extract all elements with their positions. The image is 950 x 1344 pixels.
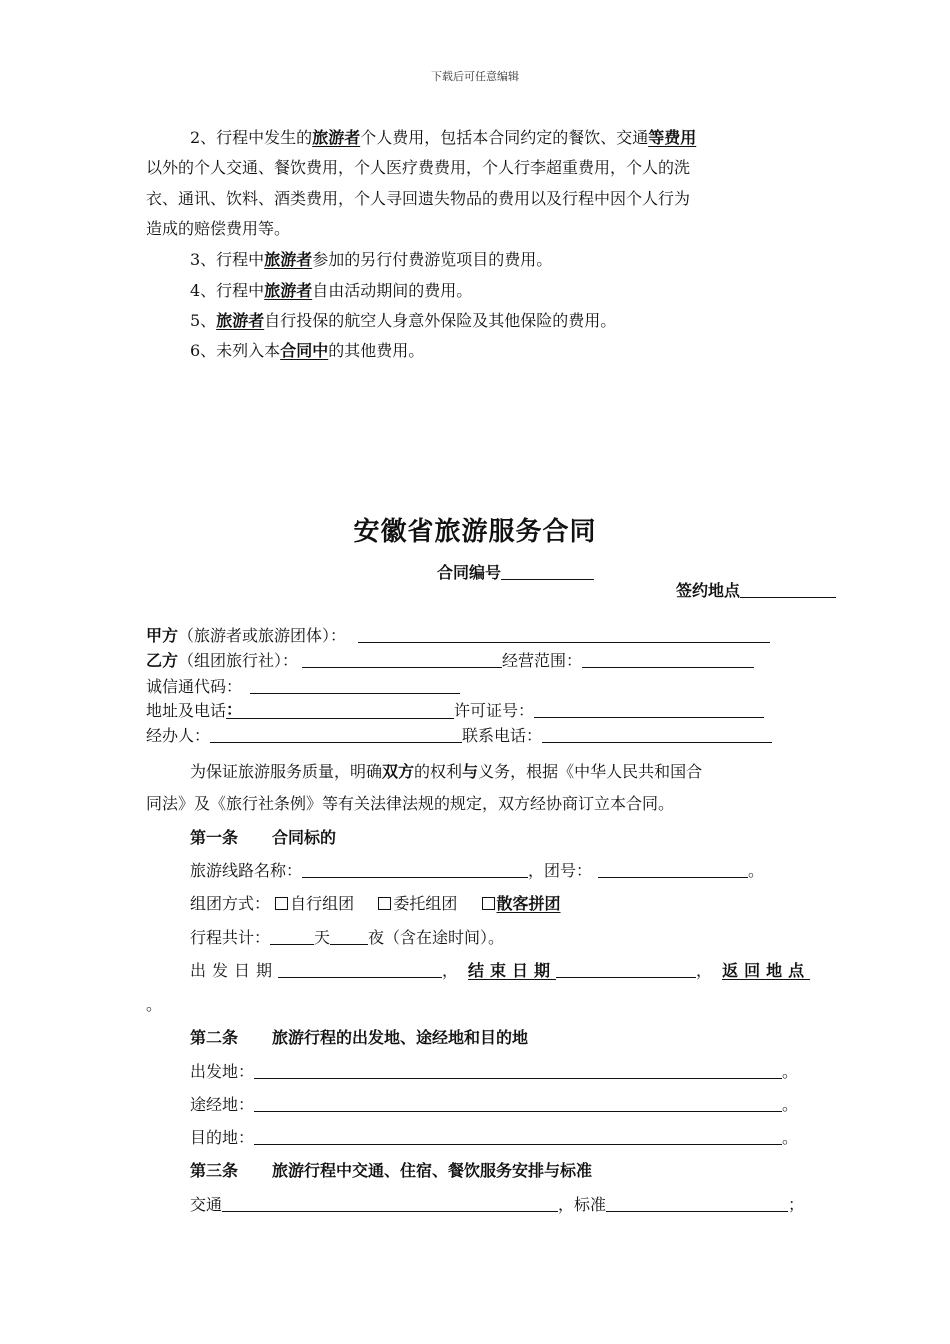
agent-field[interactable] <box>210 726 462 743</box>
address-phone-field[interactable]: ： <box>226 702 454 719</box>
contract-number-field[interactable] <box>501 563 594 580</box>
end-date-field[interactable] <box>556 961 696 978</box>
origin-row: 出发地： 。 <box>190 1062 799 1081</box>
intro-line2: 同法》及《旅行社条例》等有关法律法规的规定，双方经协商订立本合同。 <box>146 794 675 813</box>
expense-item-2-line4: 造成的赔偿费用等。 <box>146 219 291 238</box>
transport-standard-field[interactable] <box>606 1195 788 1212</box>
expense-item-3: 3、行程中旅游者参加的另行付费游览项目的费用。 <box>190 250 553 269</box>
article-1-heading: 第一条 合同标的 <box>190 828 337 847</box>
checkbox-scattered[interactable] <box>482 897 495 910</box>
expense-item-5: 5、旅游者自行投保的航空人身意外保险及其他保险的费用。 <box>190 311 617 330</box>
days-field[interactable] <box>270 928 314 945</box>
via-field[interactable] <box>254 1095 782 1112</box>
term-tourist: 旅游者 <box>312 128 361 147</box>
party-a-field[interactable] <box>358 626 770 643</box>
route-name-field[interactable] <box>302 861 528 878</box>
nights-field[interactable] <box>330 928 368 945</box>
checkbox-entrusted[interactable] <box>378 897 391 910</box>
party-b-row: 乙方（组团旅行社）： 经营范围： <box>146 650 754 672</box>
destination-row: 目的地： 。 <box>190 1128 799 1147</box>
signing-place-field[interactable] <box>740 581 836 598</box>
via-row: 途经地： 。 <box>190 1095 799 1114</box>
group-mode-row: 组团方式： 自行组团 委托组团 散客拼团 <box>190 894 561 913</box>
group-number-field[interactable] <box>598 861 748 878</box>
article-2-heading: 第二条 旅游行程的出发地、途经地和目的地 <box>190 1028 529 1047</box>
transport-row: 交通 ，标准 ； <box>190 1195 805 1214</box>
origin-field[interactable] <box>254 1062 782 1079</box>
duration-row: 行程共计： 天 夜（含在途时间）。 <box>190 928 505 947</box>
intro-line1: 为保证旅游服务质量，明确双方的权利与义务，根据《中华人民共和国合 <box>190 762 703 781</box>
party-b-field[interactable] <box>302 651 502 668</box>
expense-item-6: 6、未列入本合同中的其他费用。 <box>190 341 425 360</box>
agent-row: 经办人： 联系电话： <box>146 725 772 747</box>
expense-item-2-line3: 衣、通讯、饮料、酒类费用，个人寻回遗失物品的费用以及行程中因个人行为 <box>146 189 691 208</box>
party-a-row: 甲方（旅游者或旅游团体）： <box>146 625 770 647</box>
route-row: 旅游线路名称： ，团号： 。 <box>190 861 765 880</box>
option-entrusted[interactable]: 委托组团 <box>378 894 457 913</box>
business-scope-field[interactable] <box>582 651 754 668</box>
license-number-field[interactable] <box>534 701 764 718</box>
transport-field[interactable] <box>222 1195 558 1212</box>
contact-phone-field[interactable] <box>542 726 772 743</box>
credit-code-row: 诚信通代码： <box>146 676 460 698</box>
dates-row: 出发日期 ， 结束日期 ， 返回地点 <box>190 961 811 980</box>
depart-date-field[interactable] <box>278 961 442 978</box>
destination-field[interactable] <box>254 1128 782 1145</box>
expense-item-2-line1: 2、行程中发生的旅游者个人费用，包括本合同约定的餐饮、交通等费用 <box>190 128 697 147</box>
address-row: 地址及电话： 许可证号： <box>146 700 764 722</box>
page-header: 下载后可任意编辑 <box>431 70 519 83</box>
expense-item-2-line2: 以外的个人交通、餐饮费用，个人医疗费费用，个人行李超重费用，个人的洗 <box>146 158 691 177</box>
option-self-organized[interactable]: 自行组团 <box>275 894 354 913</box>
signing-place: 签约地点 <box>676 580 836 602</box>
option-scattered[interactable]: 散客拼团 <box>482 894 561 913</box>
credit-code-field[interactable] <box>250 677 460 694</box>
dates-row-trail: 。 <box>146 995 163 1014</box>
contract-title: 安徽省旅游服务合同 <box>353 517 597 547</box>
article-3-heading: 第三条 旅游行程中交通、住宿、餐饮服务安排与标准 <box>190 1161 593 1180</box>
term-fees: 等费用 <box>648 128 697 147</box>
expense-item-4: 4、行程中旅游者自由活动期间的费用。 <box>190 281 473 300</box>
contract-number: 合同编号 <box>437 562 594 584</box>
checkbox-self-organized[interactable] <box>275 897 288 910</box>
